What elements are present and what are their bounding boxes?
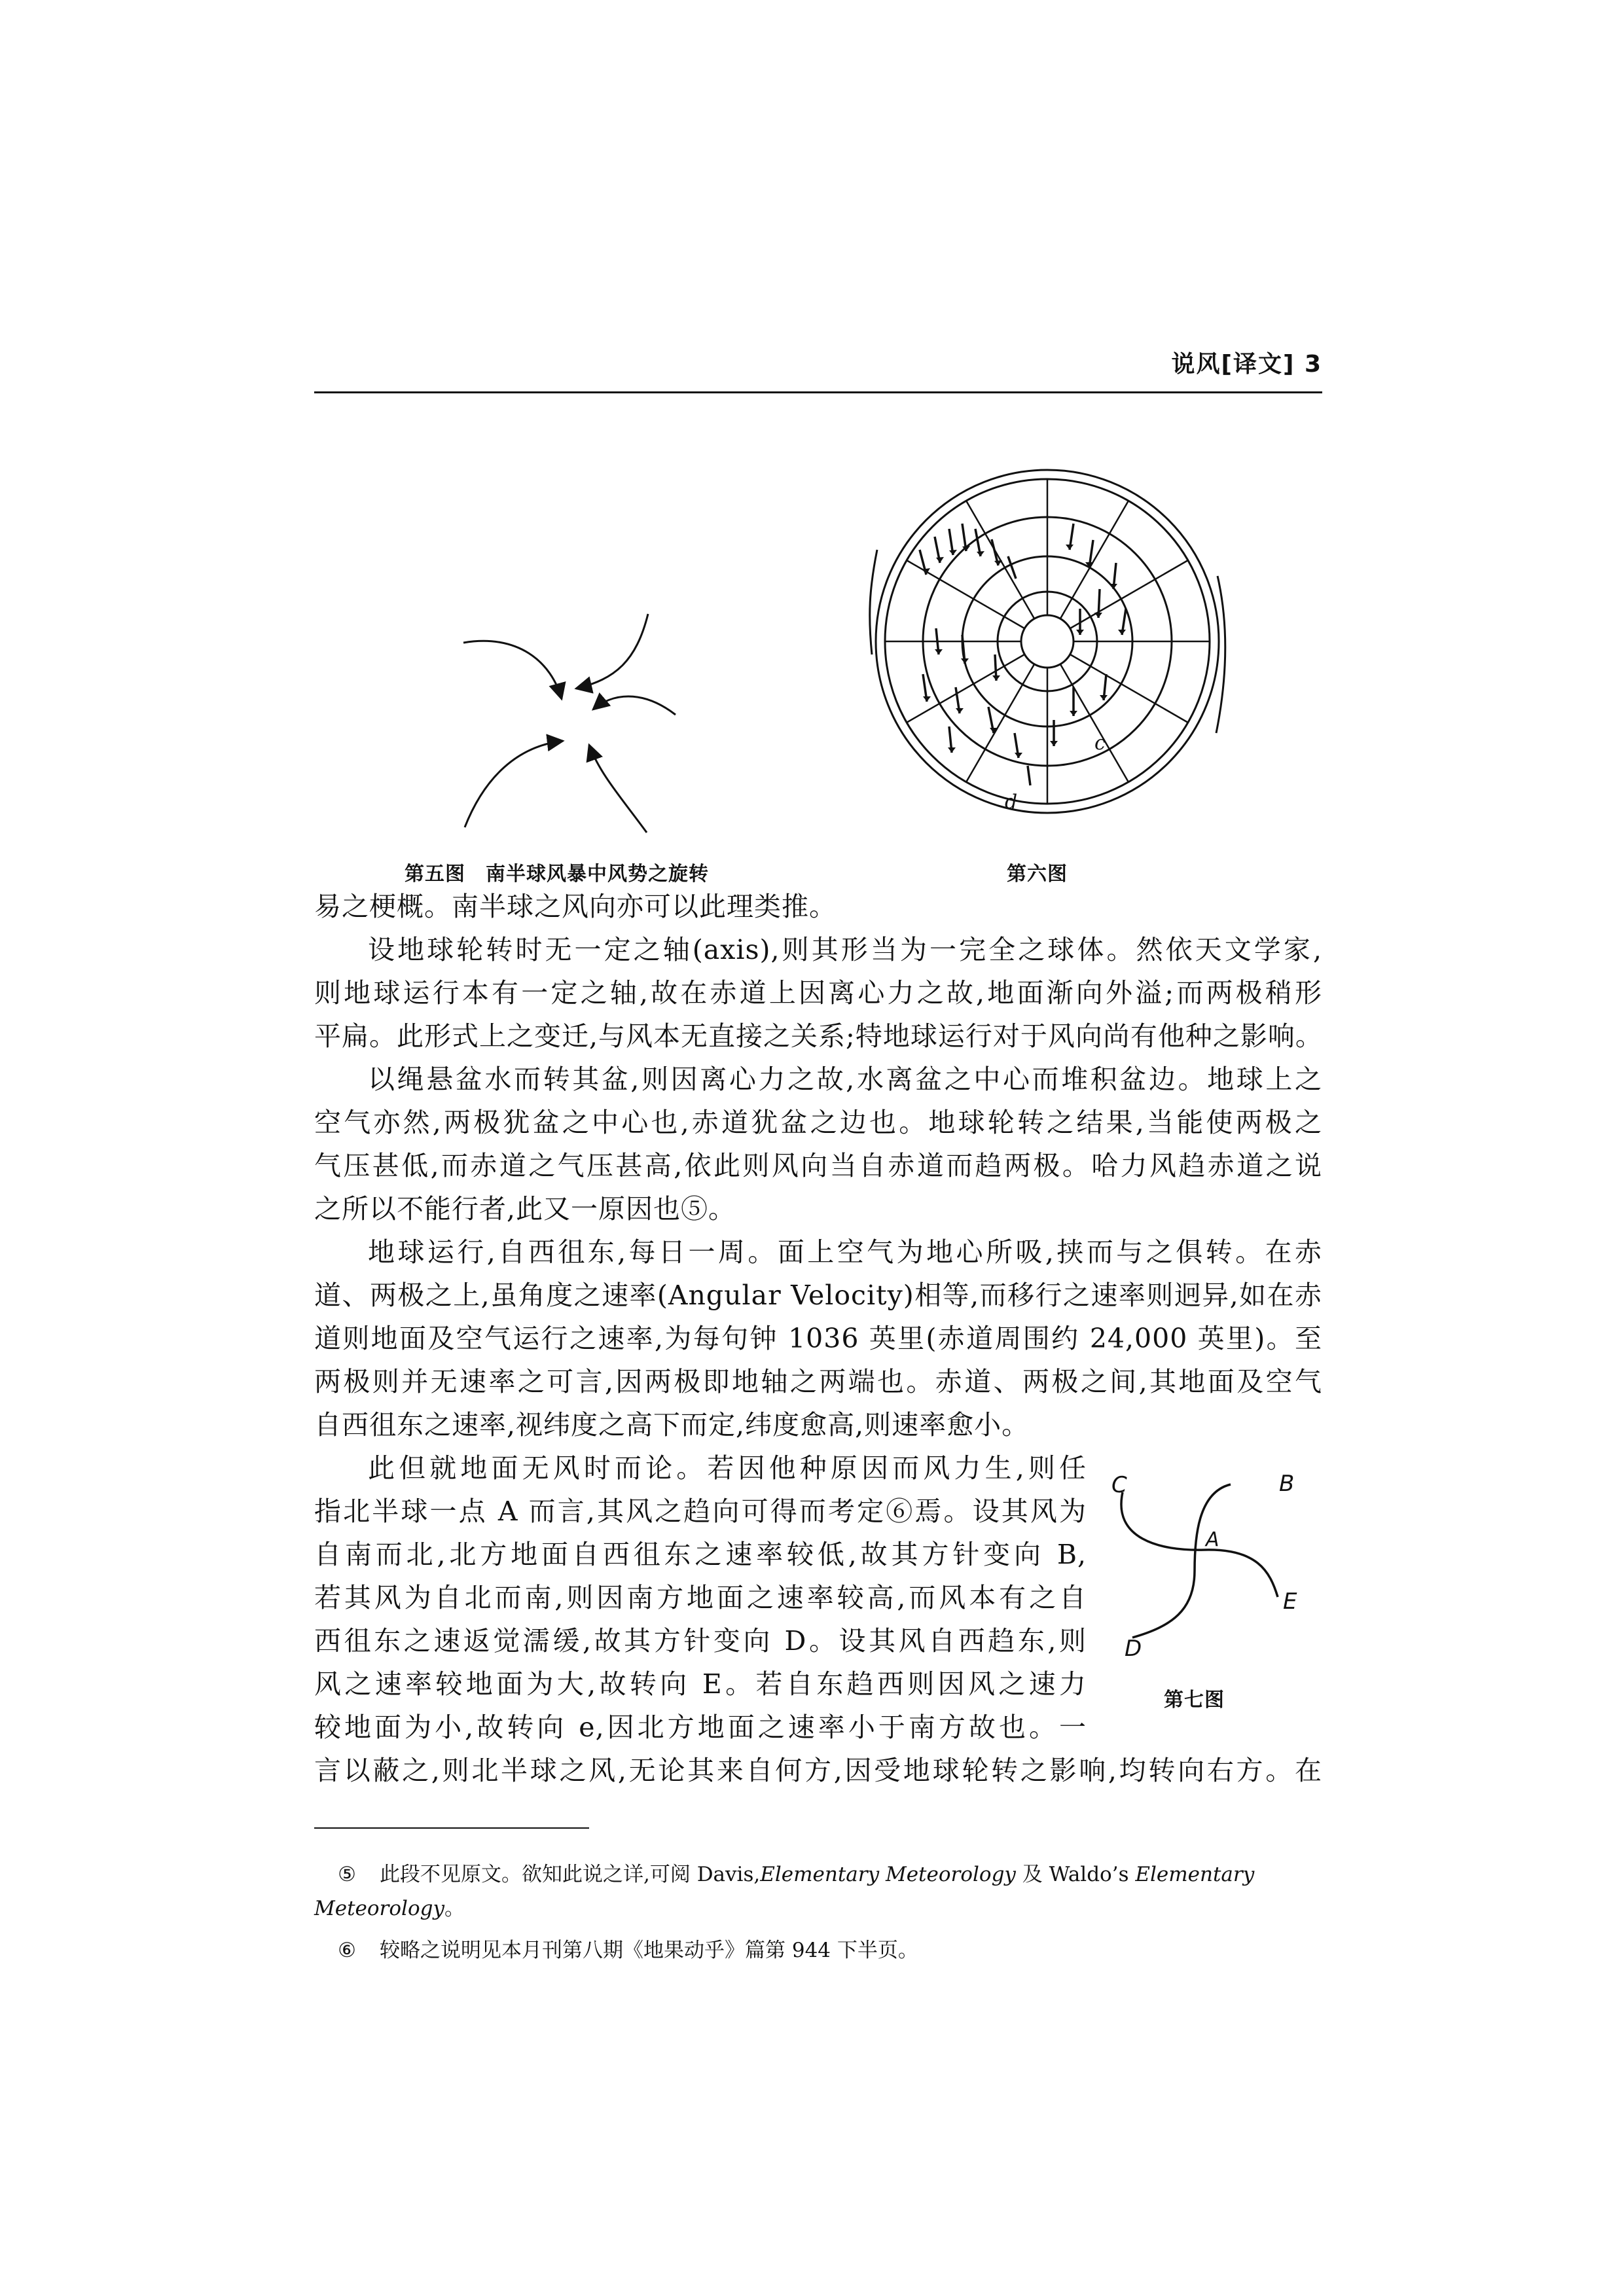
figure-7-caption: 第七图	[1164, 1689, 1225, 1712]
body-line: 风之速率较地面为大,故转向 E。若自东趋西则因风之速力	[314, 1668, 1087, 1700]
body-line: 若其风为自北而南,则因南方地面之速率较高,而风本有之自	[314, 1582, 1087, 1613]
figure-7-label-a: A	[1206, 1528, 1219, 1551]
footnote-rule	[314, 1827, 589, 1829]
footnote-6-number: ⑥	[338, 1939, 356, 1962]
body-line: 之所以不能行者,此又一原因也⑤。	[314, 1193, 736, 1225]
figure-6-diagram	[857, 458, 1237, 825]
body-line: 道则地面及空气运行之速率,为每句钟 1036 英里(赤道周围约 24,000 英里)。至	[314, 1323, 1322, 1354]
body-line: 设地球轮转时无一定之轴(axis),则其形当为一完全之球体。然依天文学家,	[368, 934, 1322, 965]
body-line: 自西徂东之速率,视纬度之高下而定,纬度愈高,则速率愈小。	[314, 1409, 1030, 1441]
figure-5-caption: 第五图 南半球风暴中风势之旋转	[405, 863, 709, 886]
figure-6-label-c: c	[1094, 732, 1106, 755]
body-line: 气压甚低,而赤道之气压甚高,依此则风向当自赤道而趋两极。哈力风趋赤道之说	[314, 1150, 1322, 1181]
footnote-6: ⑥ 较略之说明见本月刊第八期《地果动乎》篇第 944 下半页。	[314, 1933, 1322, 1967]
figure-5-arrow-5	[589, 745, 647, 833]
running-header	[314, 346, 1322, 385]
body-line: 此但就地面无风时而论。若因他种原因而风力生,则任	[368, 1452, 1087, 1484]
header-rule	[314, 391, 1322, 393]
figure-7-label-d: D	[1125, 1636, 1142, 1662]
figure-5-arrow-2	[576, 614, 648, 689]
figure-7-diagram	[1106, 1466, 1316, 1669]
figure-5-arrow-3	[593, 696, 676, 715]
body-line: 指北半球一点 A 而言,其风之趋向可得而考定⑥焉。设其风为	[314, 1496, 1087, 1527]
figure-7-label-b: B	[1279, 1471, 1295, 1497]
figure-6-label-d: d	[1005, 791, 1018, 814]
footnote-5: ⑤ 此段不见原文。欲知此说之详,可阅 Davis,Elementary Meteorology 及 Waldo’s Elementary	[314, 1857, 1322, 1892]
body-line: 平扁。此形式上之变迁,与风本无直接之关系;特地球运行对于风向尚有他种之影响。	[314, 1020, 1323, 1052]
figure-5-arrow-4	[465, 741, 563, 827]
body-line: 西徂东之速返觉濡缓,故其方针变向 D。设其风自西趋东,则	[314, 1625, 1087, 1657]
body-line: 则地球运行本有一定之轴,故在赤道上因离心力之故,地面渐向外溢;而两极稍形	[314, 977, 1322, 1009]
body-line: 地球运行,自西徂东,每日一周。面上空气为地心所吸,挟而与之俱转。在赤	[368, 1236, 1322, 1268]
body-line: 两极则并无速率之可言,因两极即地轴之两端也。赤道、两极之间,其地面及空气	[314, 1366, 1322, 1397]
body-line: 空气亦然,两极犹盆之中心也,赤道犹盆之边也。地球轮转之结果,当能使两极之	[314, 1107, 1322, 1138]
body-line: 较地面为小,故转向 e,因北方地面之速率小于南方故也。一	[314, 1712, 1087, 1743]
footnote-5-number: ⑤	[338, 1863, 356, 1886]
body-line: 言以蔽之,则北半球之风,无论其来自何方,因受地球轮转之影响,均转向右方。在	[314, 1755, 1322, 1786]
figure-6-caption: 第六图	[1007, 863, 1068, 886]
figure-7-label-e: E	[1283, 1588, 1297, 1615]
body-line: 自南而北,北方地面自西徂东之速率较低,故其方针变向 B,	[314, 1539, 1087, 1570]
figure-5-diagram	[445, 602, 694, 838]
figure-7-label-c: C	[1111, 1472, 1127, 1498]
footnote-5-continuation: Meteorology。	[314, 1897, 465, 1920]
figure-5-arrow-1	[463, 641, 562, 699]
body-line: 道、两极之上,虽角度之速率(Angular Velocity)相等,而移行之速率则迥异,如在赤	[314, 1280, 1322, 1311]
body-line: 易之梗概。南半球之风向亦可以此理类推。	[314, 891, 837, 922]
header-title: 说风[译文] 3	[1171, 351, 1322, 378]
body-line: 以绳悬盆水而转其盆,则因离心力之故,水离盆之中心而堆积盆边。地球上之	[368, 1064, 1322, 1095]
